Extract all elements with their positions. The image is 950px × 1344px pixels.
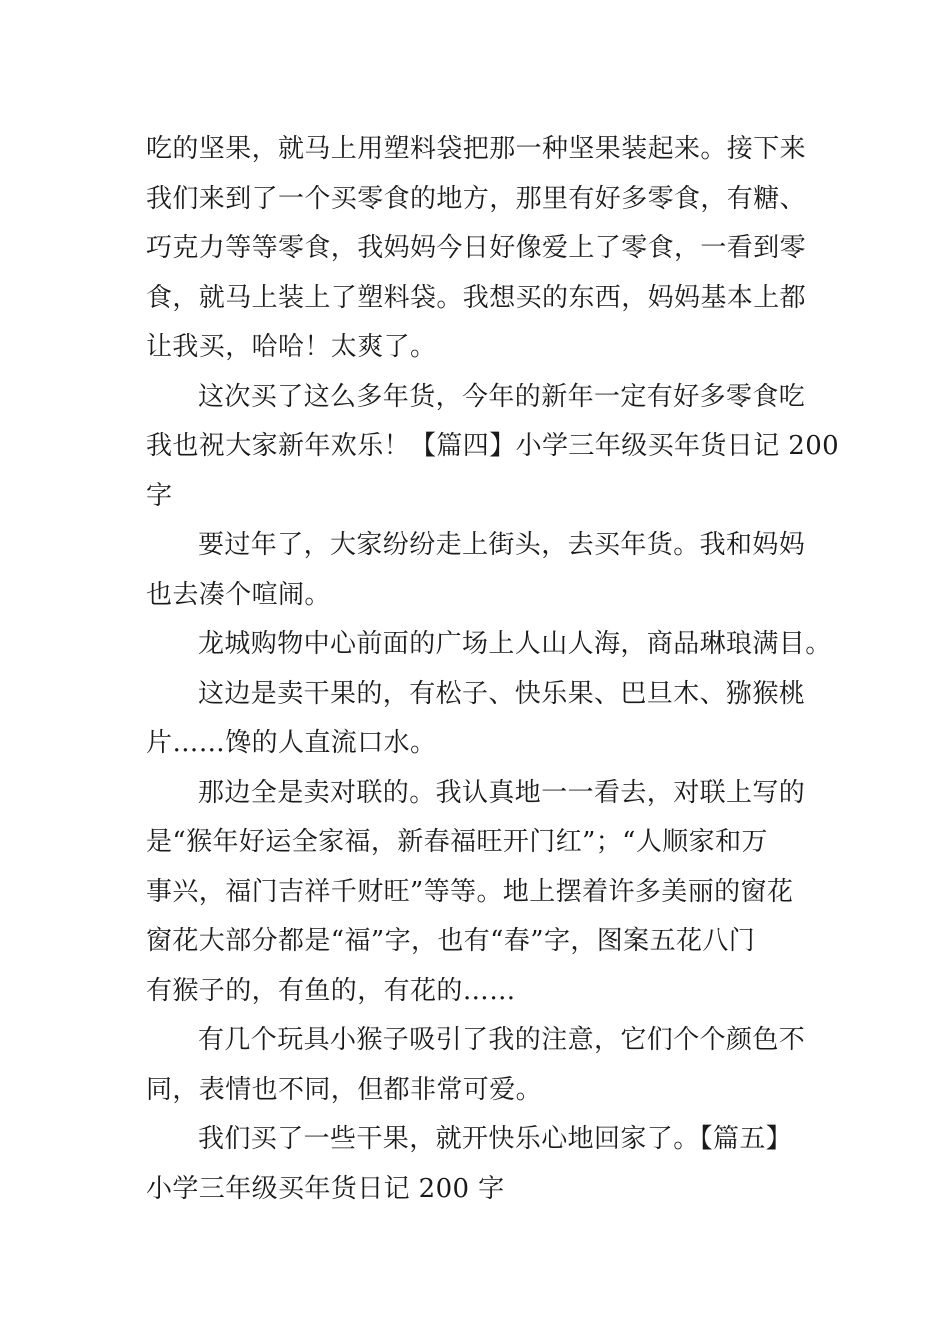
paragraph-6 [146,769,810,1017]
paragraph-4 [146,620,832,670]
text-line: 小学三年级买年货日记 200 字 [146,1173,505,1204]
text-line: 片……馋的人直流口水。 [146,728,437,758]
text-line: 我们来到了一个买零食的地方，那里有好多零食，有糖、 [146,183,807,214]
paragraph-8 [146,1115,810,1214]
text-line: 也去凑个喧闹。 [146,579,331,610]
text-line: 我也祝大家新年欢乐！【篇四】小学三年级买年货日记 200 [146,431,840,461]
text-line: 有几个玩具小猴子吸引了我的注意，它们个个颜色不 [198,1025,806,1055]
body-text [146,125,840,1214]
text-line: 有猴子的，有鱼的，有花的…… [146,975,516,1006]
text-line: 食，就马上装上了塑料袋。我想买的东西，妈妈基本上都 [146,282,807,313]
text-line: 让我买，哈哈！太爽了。 [146,332,437,362]
text-line: 龙城购物中心前面的广场上人山人海，商品琳琅满目。 [198,629,832,659]
text-line: 我们买了一些干果，就开快乐心地回家了。【篇五】 [198,1124,793,1154]
text-line: 同，表情也不同，但都非常可爱。 [146,1074,543,1105]
paragraph-2 [146,373,840,522]
paragraph-7 [146,1016,810,1115]
text-line: 字 [146,480,173,511]
text-line: 事兴，福门吉祥千财旺”等等。地上摆着许多美丽的窗花 [146,876,794,907]
text-line: 这次买了这么多年货，今年的新年一定有好多零食吃 [198,381,806,412]
text-line: 巧克力等等零食，我妈妈今日好像爱上了零食，一看到零 [146,233,807,263]
paragraph-3 [146,521,810,620]
text-line: 窗花大部分都是“福”字，也有“春”字，图案五花八门 [146,926,756,956]
text-line: 吃的坚果，就马上用塑料袋把那一种坚果装起来。接下来 [146,134,807,164]
text-line: 那边全是卖对联的。我认真地一一看去，对联上写的 [198,777,806,808]
paragraph-1 [146,125,810,373]
text-line: 这边是卖干果的，有松子、快乐果、巴旦木、猕猴桃 [198,678,806,709]
text-line: 是“猴年好运全家福，新春福旺开门红”；“人顺家和万 [146,827,768,857]
text-line: 要过年了，大家纷纷走上街头，去买年货。我和妈妈 [198,530,806,560]
paragraph-5 [146,670,810,769]
